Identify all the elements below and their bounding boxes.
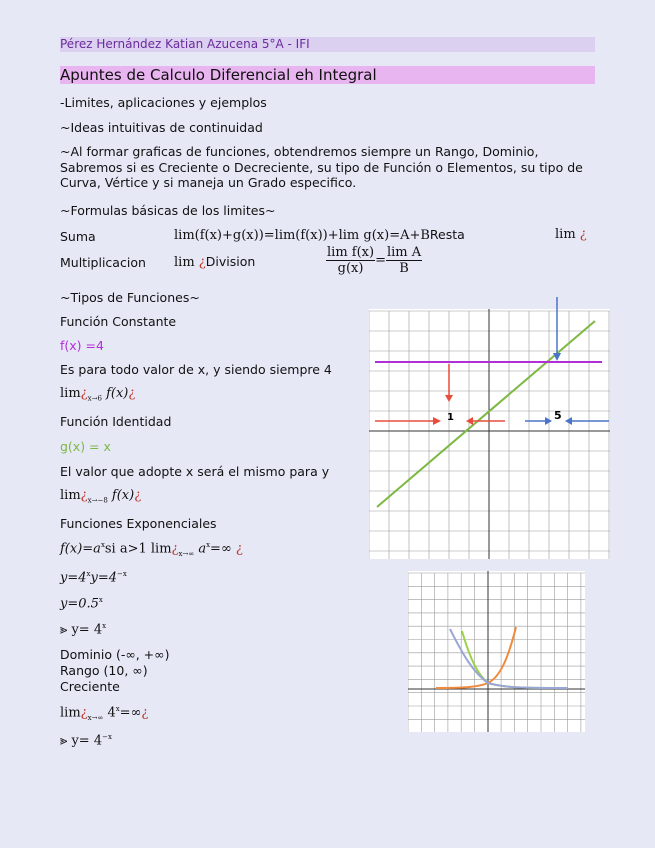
dominio-text: Dominio (-∞, +∞) [60,647,170,662]
author-line: Pérez Hernández Katian Azucena 5°A - IFI [60,37,595,52]
resta-formula: lim ¿ [555,227,587,242]
topic-continuity: ~Ideas intuitivas de continuidad [60,120,263,135]
mult-label: Multiplicacion [60,255,146,270]
constante-heading: Función Constante [60,314,177,329]
formulas-heading: ~Formulas básicas de los limites~ [60,203,276,218]
identidad-heading: Función Identidad [60,414,172,429]
exp-limit: $\lim¿_{x\to\infty}$ $4^x=\infty¿$ [60,705,149,722]
exp-y-4x-bullet: ⪢ $y= 4^x$ [60,622,107,638]
rango-text: Rango (10, ∞) [60,663,148,678]
division-fraction: $\frac{\text{lim f(x)}}{g(x)}$ = $\frac{\text{lim A}}{B}$ [327,245,422,276]
label-five: 5 [554,409,562,422]
exp-y-4x: $y=4^xy=4^{-x}$ [60,570,127,586]
constante-equation: f(x) =4 [60,338,104,353]
creciente-text: Creciente [60,679,120,694]
exp-formula: $f(x)=a^xsi$ a>1 $\lim¿_{x\to\infty}$ $a^x=\infty$ ¿ [60,541,243,558]
topic-limits: -Limites, aplicaciones y ejemplos [60,95,267,110]
identity-constant-graph [369,297,610,559]
exp-y-4negx: ⪢ $y= 4^{-x}$ [60,733,112,749]
constante-limit: $\lim¿_{x\to 6}$ f(x)¿ [60,386,136,403]
identidad-limit: $\lim¿_{x\to-8}$ f(x)¿ [60,488,142,505]
tipos-heading: ~Tipos de Funciones~ [60,290,200,305]
suma-formula: lim(f(x)+g(x))=lim(f(x))+lim g(x)=A+BResta [174,227,465,243]
intro-paragraph: ~Al formar graficas de funciones, obtendremos siempre un Rango, Dominio, Sabremos si es Creciente o Decreciente, su tipo de Función o Elementos, su tipo de Curva, Vértice y si maneja un Grado especifico. [60,144,583,190]
exponential-graph [408,571,585,732]
suma-label: Suma [60,229,96,244]
label-one: 1 [447,412,454,423]
mult-formula: lim ¿Division [174,254,256,270]
identidad-equation: g(x) = x [60,439,111,454]
constante-description: Es para todo valor de x, y siendo siempre 4 [60,362,332,377]
exp-heading: Funciones Exponenciales [60,516,217,531]
document-title: Apuntes de Calculo Diferencial eh Integral [60,66,595,84]
identidad-description: El valor que adopte x será el mismo para y [60,464,330,479]
exp-y-05x: $y=0.5^x$ [60,596,103,612]
